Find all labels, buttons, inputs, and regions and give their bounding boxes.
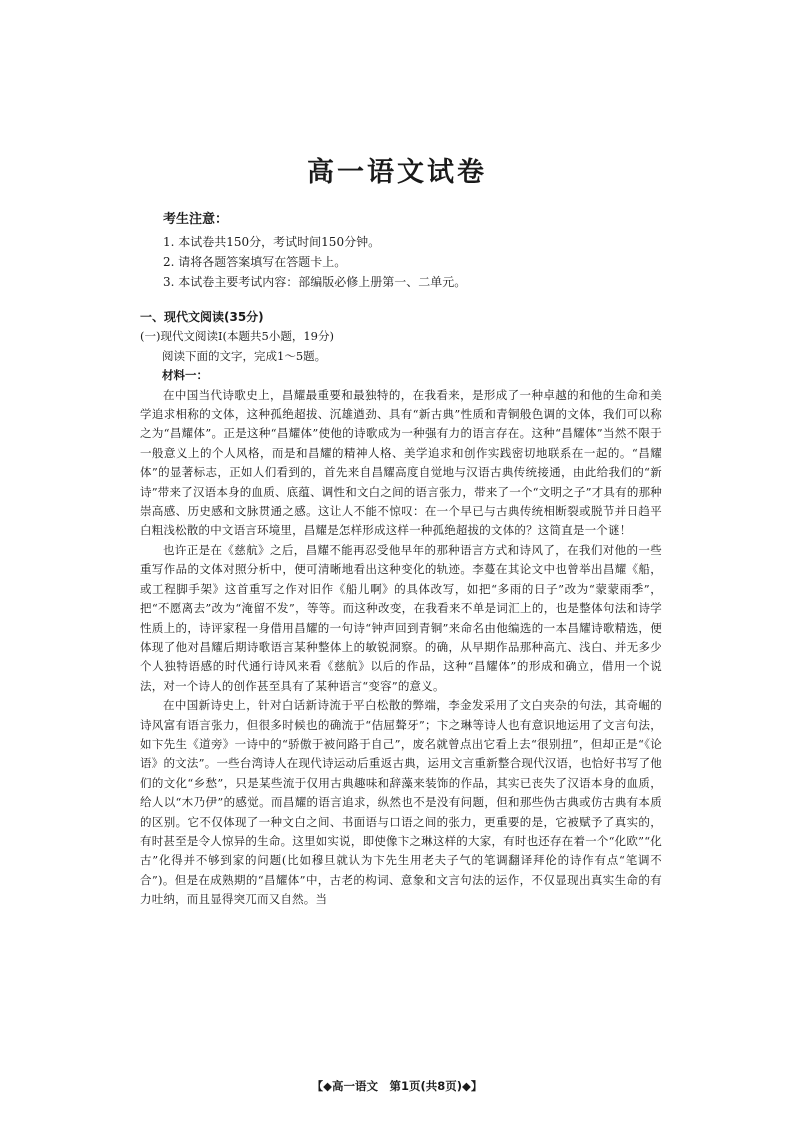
material-label: 材料一：: [162, 368, 208, 383]
notice-item: 2. 请将各题答案填写在答题卡上。: [163, 255, 347, 269]
exam-notice: [163, 210, 683, 292]
section-heading: 一、现代文阅读(35分): [140, 310, 264, 324]
body-paragraph: 也许正是在《慈航》之后，昌耀不能再忍受他早年的那种语言方式和诗风了，在我们对他的一些重写作品的文体对照分析中，便可清晰地看出这种变化的轨迹。李蔓在其论文中也曾举出昌耀《船，或工程脚手架》这首重写之作对旧作《船儿啊》的具体改写，如把“多雨的日子”改为“蒙蒙雨季”，把“不愿离去”改为“淹留不发”，等等。而这种改变，在我看来不单是词汇上的，也是整体句法和诗学性质上的，诗评家程一身借用昌耀的一句诗“钟声回到青铜”来命名由他编选的一本昌耀诗歌精选，便体现了他对昌耀后期诗歌语言某种整体上的敏锐洞察。的确，从早期作品那种高亢、浅白、并无多少个人独特语感的时代通行诗风来看《慈航》以后的作品，这种“昌耀体”的形成和确立，借用一个说法，对一个诗人的创作甚至具有了某种语言“变容”的意义。: [140, 542, 662, 693]
notice-item: 1. 本试卷共150分，考试时间150分钟。: [163, 235, 381, 249]
reading-section: [140, 308, 662, 910]
subsection-heading: (一)现代文阅读Ⅰ(本题共5小题，19分): [140, 329, 334, 344]
instruction-text: 阅读下面的文字，完成1～5题。: [162, 348, 327, 363]
page-footer: 【◆高一语文 第1页(共8页)◆】: [311, 1079, 483, 1093]
body-paragraph: 在中国当代诗歌史上，昌耀最重要和最独特的，在我看来，是形成了一种卓越的和他的生命和美学追求相称的文体，这种孤绝超拔、沉雄遒劲、具有“新古典”性质和青铜般色调的文体，我们可以称之为“昌耀体”。正是这种“昌耀体”使他的诗歌成为一种强有力的语言存在。这种“昌耀体”当然不限于一般意义上的个人风格，而是和昌耀的精神人格、美学追求和创作实践密切地联系在一起的。“昌耀体”的显著标志，正如人们看到的，首先来自昌耀高度自觉地与汉语古典传统接通，由此给我们的“新诗”带来了汉语本身的血质、底蕴、调性和文白之间的语言张力，带来了一个“文明之子”才具有的那种崇高感、历史感和文脉贯通之感。这让人不能不惊叹：在一个早已与古典传统相断裂或脱节并日趋平白粗浅松散的中文语言环境里，昌耀是怎样形成这样一种孤绝超拔的文体的？这简直是一个谜！: [140, 387, 662, 538]
body-paragraph: 在中国新诗史上，针对白话新诗流于平白松散的弊端，李金发采用了文白夹杂的句法，其奇崛的诗风富有语言张力，但很多时候也的确流于“佶屈聱牙”；卞之琳等诗人也有意识地运用了文言句法，如卞先生《道旁》一诗中的“骄傲于被问路于自己”，废名就曾点出它看上去“很别扭”，但却正是“《论语》的文法”。一些台湾诗人在现代诗运动后重返古典，运用文言重新整合现代汉语，也恰好书写了他们的文化“乡愁”，只是某些流于仅用古典趣味和辞藻来装饰的作品，其实已丧失了汉语本身的血质，给人以“木乃伊”的感觉。而昌耀的语言追求，纵然也不是没有问题，但和那些伪古典或仿古典有本质的区别。它不仅体现了一种文白之间、书面语与口语之间的张力，更重要的是，它被赋予了真实的，有时甚至是令人惊异的生命。这里如实说，即使像卞之琳这样的大家，有时也还存在着一个“化欧”“化古”化得并不够到家的问题(比如穆旦就认为卞先生用老夫子气的笔调翻译拜伦的诗作有点“笔调不合”)。但是在成熟期的“昌耀体”中，古老的构词、意象和文言句法的运作，不仅显现出真实生命的有力吐纳，而且显得突兀而又自然。当: [140, 698, 662, 907]
notice-item: 3. 本试卷主要考试内容：部编版必修上册第一、二单元。: [163, 275, 467, 289]
exam-title: 高一语文试卷: [307, 157, 487, 188]
notice-heading: 考生注意：: [163, 212, 229, 227]
